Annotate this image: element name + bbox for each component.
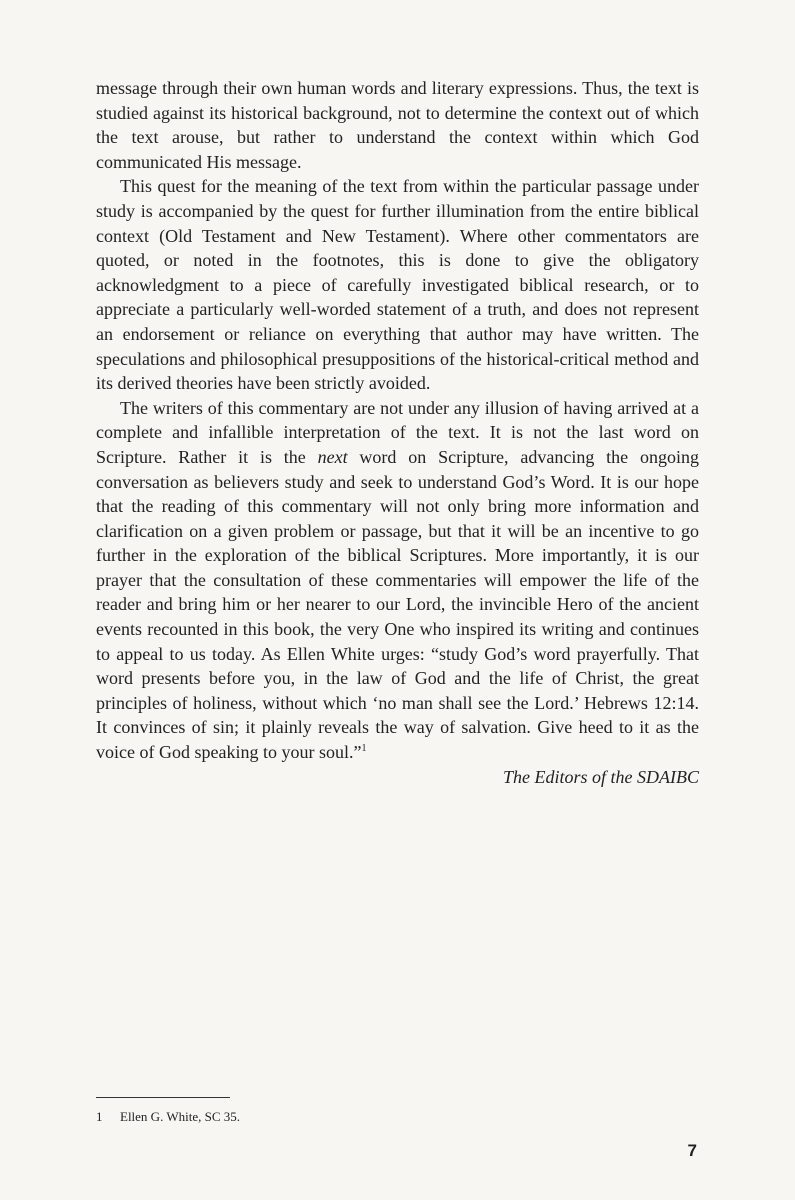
footnote-divider	[96, 1097, 230, 1098]
page-number: 7	[687, 1141, 697, 1160]
paragraph-2: This quest for the meaning of the text from within the particular passage under study is accompanied by the quest for further illumination from the entire biblical context (Old Testament and New Testament). Where other commentators are quoted, or noted in the footnotes, this is done to give the obligatory acknowledgment to a piece of carefully investigated biblical research, or to appreciate a particularly well-worded statement of a truth, and does not represent an endorsement or reliance on everything that author may have written. The speculations and philosophical presuppositions of the historical-critical method and its derived theories have been strictly avoided.	[96, 176, 699, 394]
paragraph-3-text-b: word on Scripture, advancing the ongoing conversation as believers study and seek to understand God’s Word. It is our hope that the reading of this commentary will not only bring more information and clarification on a given problem or passage, but that it will be an incentive to go further in the exploration of the biblical Scriptures. More importantly, it is our prayer that the consultation of these commentaries will empower the life of the reader and bring him or her nearer to our Lord, the invincible Hero of the ancient events recounted in this book, the very One who inspired its writing and continues to appeal to us today. As Ellen White urges: “study God’s word prayerfully. That word presents before you, in the law of God and the life of Christ, the great principles of holiness, without which ‘no man shall see the Lord.’ Hebrews 12:14. It convinces of sin; it plainly reveals the way of salvation. Give heed to it as the voice of God speaking to your soul.”	[96, 446, 699, 763]
paragraph-3-text-a: The writers of this commentary are not under any illusion of having arrived at a complete and infallible interpretation of the text. It is not the last word on Scripture. Rather it is the	[96, 397, 699, 467]
main-text	[96, 76, 699, 789]
footnote-number: 1	[96, 1109, 103, 1124]
footnote-reference: 1	[361, 743, 367, 755]
emphasis-next: next	[317, 446, 348, 467]
footnote-text: Ellen G. White, SC 35.	[120, 1109, 241, 1124]
paragraph-3	[96, 396, 699, 765]
paragraph-1: message through their own human words and literary expressions. Thus, the text is studied against its historical background, not to determine the context out of which the text arouse, but rather to understand the context within which God communicated His message.	[96, 78, 699, 172]
footnote	[96, 1109, 240, 1125]
editors-signature: The Editors of the SDAIBC	[503, 766, 699, 787]
